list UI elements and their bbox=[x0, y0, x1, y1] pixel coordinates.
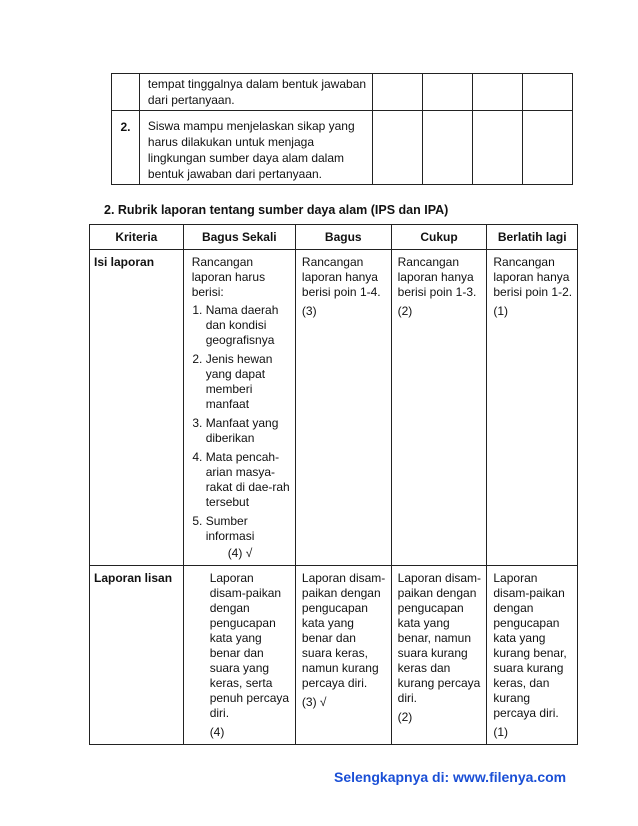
bagus-cell bbox=[295, 566, 391, 745]
list-item: 2. Jenis hewan yang dapat memberi manfaat bbox=[206, 352, 291, 412]
score-label: (1) bbox=[493, 725, 509, 739]
score-label: (1) bbox=[493, 304, 509, 318]
cell-text: Laporan disam-paikan dengan pengucapan kata yang benar dan suara keras, namun kurang percaya diri. bbox=[301, 571, 386, 690]
header-cukup: Cukup bbox=[391, 225, 487, 250]
score-cell bbox=[523, 74, 573, 111]
row-number: 2. bbox=[112, 111, 140, 185]
criteria-list bbox=[190, 303, 291, 544]
table-row bbox=[112, 111, 573, 185]
score-label: (4) bbox=[209, 725, 225, 739]
table-row bbox=[112, 74, 573, 111]
criteria-cell: Laporan lisan bbox=[90, 566, 184, 745]
berlatih-cell bbox=[487, 566, 578, 745]
score-label: (3) bbox=[301, 304, 317, 318]
bagus-cell bbox=[295, 250, 391, 566]
score-cell bbox=[373, 111, 423, 185]
score-label: (2) bbox=[397, 304, 413, 318]
header-kriteria: Kriteria bbox=[90, 225, 184, 250]
cell-text: Rancangan laporan hanya berisi poin 1-3. bbox=[397, 255, 477, 299]
table-row bbox=[90, 250, 578, 566]
cukup-cell bbox=[391, 566, 487, 745]
list-item: 1. Nama daerah dan kondisi geografisnya bbox=[206, 303, 291, 348]
table-row bbox=[90, 566, 578, 745]
cukup-cell bbox=[391, 250, 487, 566]
berlatih-cell bbox=[487, 250, 578, 566]
bagus-sekali-cell bbox=[183, 250, 295, 566]
list-item: 3. Manfaat yang diberikan bbox=[206, 416, 291, 446]
criteria-cell: Isi laporan bbox=[90, 250, 184, 566]
header-bagus: Bagus bbox=[295, 225, 391, 250]
score-label: (3) √ bbox=[301, 695, 327, 709]
score-cell bbox=[523, 111, 573, 185]
footer-link[interactable]: Selengkapnya di: www.filenya.com bbox=[334, 769, 567, 785]
header-bagus-sekali: Bagus Sekali bbox=[183, 225, 295, 250]
assessment-table bbox=[111, 73, 573, 185]
row-number bbox=[112, 74, 140, 111]
cell-text: Laporan disam-paikan dengan pengucapan kata yang benar dan suara yang keras, serta penuh percaya diri. bbox=[209, 571, 290, 720]
bagus-sekali-cell bbox=[183, 566, 295, 745]
cell-text: Rancangan laporan hanya berisi poin 1-2. bbox=[493, 255, 573, 299]
header-berlatih-lagi: Berlatih lagi bbox=[487, 225, 578, 250]
list-item: 5. Sumber informasi bbox=[206, 514, 291, 544]
row-description: Siswa mampu menjelaskan sikap yang harus dilakukan untuk menjaga lingkungan sumber daya alam dalam bentuk jawaban dari pertanyaan. bbox=[139, 111, 372, 185]
score-cell bbox=[423, 111, 473, 185]
score-cell bbox=[423, 74, 473, 111]
score-cell bbox=[473, 74, 523, 111]
score-cell bbox=[373, 74, 423, 111]
cell-text: Rancangan laporan harus berisi: bbox=[191, 255, 266, 299]
score-label: (2) bbox=[397, 710, 413, 724]
cell-text: Laporan disam-paikan dengan pengucapan kata yang benar, namun suara kurang keras dan kurang percaya diri. bbox=[397, 571, 482, 705]
rubric-table bbox=[89, 224, 578, 745]
list-item: 4. Mata pencah-arian masya-rakat di dae-rah tersebut bbox=[206, 450, 291, 510]
cell-text: Laporan disam-paikan dengan pengucapan kata yang kurang benar, suara kurang keras, dan kurang percaya diri. bbox=[493, 571, 567, 720]
score-label: (4) √ bbox=[227, 546, 253, 560]
score-cell bbox=[473, 111, 523, 185]
cell-text: Rancangan laporan hanya berisi poin 1-4. bbox=[301, 255, 381, 299]
header-row bbox=[90, 225, 578, 250]
section-heading: 2. Rubrik laporan tentang sumber daya alam (IPS dan IPA) bbox=[104, 203, 449, 217]
row-description: tempat tinggalnya dalam bentuk jawaban dari pertanyaan. bbox=[139, 74, 372, 111]
